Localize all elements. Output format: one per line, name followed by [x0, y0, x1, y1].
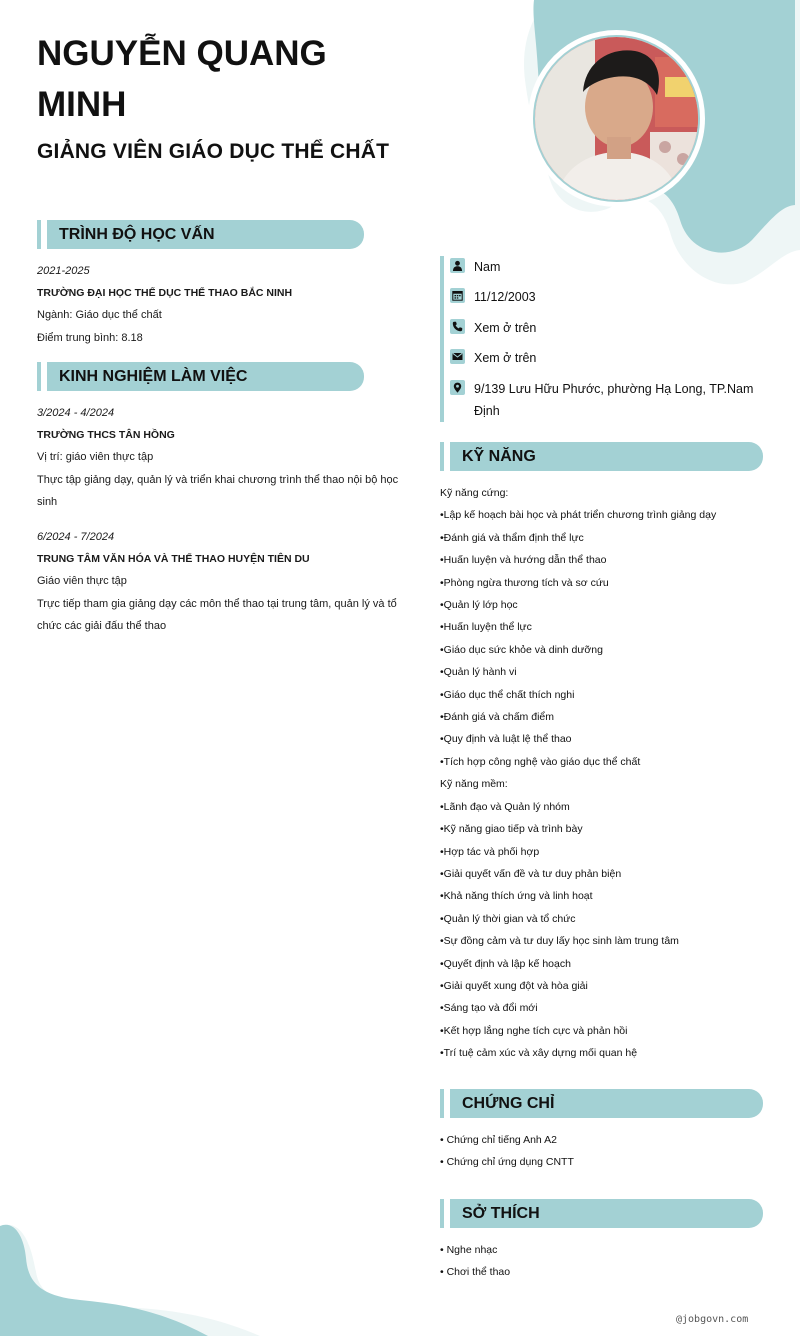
experience-item [37, 526, 407, 638]
candidate-name: NGUYỄN QUANG MINH [37, 34, 327, 124]
list-item: • Chứng chỉ ứng dụng CNTT [440, 1156, 574, 1169]
experience-org: TRƯỜNG THCS TÂN HỒNG [37, 429, 175, 441]
avatar [528, 30, 705, 207]
list-item: •Giáo dục thể chất thích nghi [440, 688, 575, 701]
list-item: •Sáng tạo và đổi mới [440, 1002, 538, 1015]
list-item: •Giải quyết xung đột và hòa giải [440, 979, 588, 992]
certificates-list [440, 1129, 770, 1174]
contact-gender: Nam [450, 256, 764, 278]
skills-list [440, 482, 770, 1065]
watermark: @jobgovn.com [676, 1314, 749, 1325]
list-item: •Quy định và luật lệ thể thao [440, 733, 572, 746]
experience-heading: KINH NGHIỆM LÀM VIỆC [37, 362, 364, 391]
list-item: •Huấn luyện và hướng dẫn thể thao [440, 554, 607, 567]
soft-skills-label: Kỹ năng mềm: [440, 778, 508, 791]
education-date: 2021-2025 [37, 265, 90, 277]
experience-org: TRUNG TÂM VĂN HÓA VÀ THỂ THAO HUYỆN TIÊN DU [37, 553, 310, 565]
location-icon [450, 380, 465, 395]
hard-skills-label: Kỹ năng cứng: [440, 487, 509, 499]
person-icon [450, 258, 465, 273]
education-school: TRƯỜNG ĐẠI HỌC THỂ DỤC THỂ THAO BẮC NINH [37, 287, 293, 299]
list-item: •Trí tuệ cảm xúc và xây dựng mối quan hệ [440, 1047, 638, 1060]
experience-item [37, 402, 407, 514]
list-item: •Kỹ năng giao tiếp và trình bày [440, 823, 583, 836]
contact-birthday: 11/12/2003 [450, 286, 764, 308]
list-item: •Quyết định và lập kế hoạch [440, 957, 571, 970]
list-item: •Tích hợp công nghệ vào giáo dục thể chất [440, 755, 641, 768]
skills-heading: KỸ NĂNG [440, 442, 763, 471]
experience-role: Giáo viên thực tập [37, 575, 127, 587]
experience-desc: Thực tập giảng dạy, quản lý và triển khai chương trình thể thao nội bộ học sinh [37, 473, 399, 508]
list-item: •Quản lý hành vi [440, 666, 517, 679]
list-item: •Lãnh đạo và Quản lý nhóm [440, 800, 570, 813]
list-item: • Nghe nhạc [440, 1244, 498, 1256]
experience-desc: Trực tiếp tham gia giảng dạy các môn thể thao tại trung tâm, quản lý và tổ chức các giải đấu thể thao [37, 597, 397, 632]
list-item: •Quản lý thời gian và tổ chức [440, 912, 576, 925]
experience-role: Vị trí: giáo viên thực tập [37, 451, 154, 463]
contact-address: 9/139 Lưu Hữu Phước, phường Hạ Long, TP.Nam Định [450, 378, 764, 422]
mail-icon [450, 349, 465, 364]
list-item: •Khả năng thích ứng và linh hoạt [440, 890, 593, 903]
experience-date: 3/2024 - 4/2024 [37, 407, 115, 419]
decorative-blob-bottom [0, 1210, 270, 1336]
list-item: • Chứng chỉ tiếng Anh A2 [440, 1134, 557, 1146]
list-item: •Sự đồng cảm và tư duy lấy học sinh làm trung tâm [440, 935, 679, 948]
experience-date: 6/2024 - 7/2024 [37, 531, 115, 543]
education-item [37, 260, 407, 349]
certificates-heading: CHỨNG CHỈ [440, 1089, 763, 1118]
list-item: •Đánh giá và chấm điểm [440, 711, 554, 724]
list-item: •Kết hợp lắng nghe tích cực và phản hồi [440, 1024, 628, 1037]
hobbies-list [440, 1239, 770, 1284]
education-gpa: Điểm trung bình: 8.18 [37, 331, 143, 344]
list-item: •Phòng ngừa thương tích và sơ cứu [440, 576, 609, 589]
calendar-icon [450, 288, 465, 303]
list-item: •Giải quyết vấn đề và tư duy phản biện [440, 867, 622, 880]
education-heading: TRÌNH ĐỘ HỌC VẤN [37, 220, 364, 249]
list-item: •Lập kế hoạch bài học và phát triển chương trình giảng dạy [440, 509, 717, 522]
contact-phone: Xem ở trên [450, 317, 764, 339]
list-item: • Chơi thể thao [440, 1266, 511, 1279]
contact-email: Xem ở trên [450, 347, 764, 369]
list-item: •Hợp tác và phối hợp [440, 845, 540, 858]
list-item: •Giáo dục sức khỏe và dinh dưỡng [440, 643, 603, 656]
hobbies-heading: SỞ THÍCH [440, 1199, 763, 1228]
list-item: •Huấn luyện thể lực [440, 621, 532, 634]
job-title: GIẢNG VIÊN GIÁO DỤC THỂ CHẤT [37, 140, 390, 163]
phone-icon [450, 319, 465, 334]
education-major: Ngành: Giáo dục thể chất [37, 309, 162, 321]
list-item: •Quản lý lớp học [440, 599, 518, 612]
list-item: •Đánh giá và thẩm định thể lực [440, 531, 584, 544]
